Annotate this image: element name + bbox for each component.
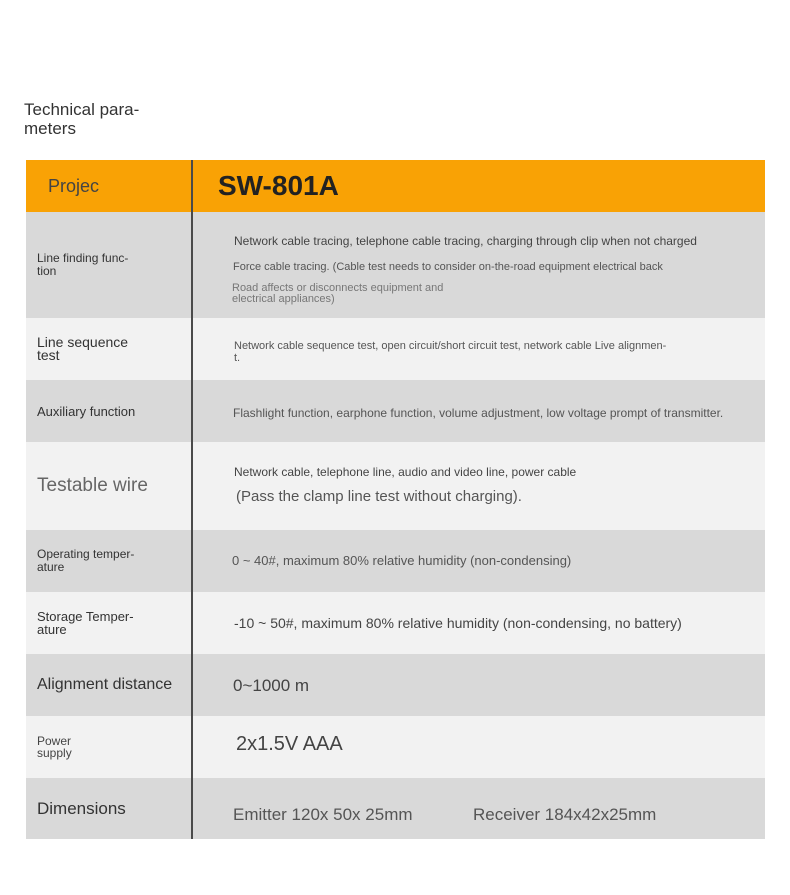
row-label-power: Power supply (37, 734, 72, 760)
line-finding-text-1: Network cable tracing, telephone cable tracing, charging through clip when not charged (234, 234, 697, 248)
row-label-operating-temp: Operating temper- ature (37, 547, 135, 574)
alignment-text: 0~1000 m (233, 676, 310, 695)
table-row (26, 530, 765, 592)
line-sequence-text-1: Network cable sequence test, open circuit/short circuit test, network cable Live alignmen- (234, 340, 667, 352)
table-row (26, 778, 765, 839)
auxiliary-text: Flashlight function, earphone function, volume adjustment, low voltage prompt of transmitter. (233, 406, 724, 420)
testable-wire-text-1: Network cable, telephone line, audio and video line, power cable (234, 465, 577, 479)
row-label-auxiliary: Auxiliary function (37, 403, 136, 419)
table-row (26, 716, 765, 778)
row-label-dimensions: Dimensions (37, 798, 126, 818)
table-row (26, 592, 765, 654)
row-label-testable-wire: Testable wire (37, 475, 148, 496)
row-label-line-finding: Line finding func- tion (37, 251, 129, 278)
line-finding-text-4: electrical appliances) (232, 293, 335, 305)
table-header-row (26, 160, 765, 212)
row-label-alignment: Alignment distance (37, 676, 173, 693)
row-label-line-sequence: Line sequence test (37, 334, 129, 363)
testable-wire-text-2: (Pass the clamp line test without charging). (236, 488, 522, 505)
header-label: Projec (48, 175, 100, 196)
table-row (26, 442, 765, 530)
spec-table (26, 160, 765, 839)
table-row (26, 654, 765, 716)
page-title: Technical para- meters (24, 100, 140, 138)
column-divider (191, 160, 193, 839)
table-row (26, 380, 765, 442)
dimensions-receiver: Receiver 184x42x25mm (473, 805, 657, 824)
dimensions-emitter: Emitter 120x 50x 25mm (233, 805, 413, 824)
row-label-storage-temp: Storage Temper- ature (37, 609, 134, 637)
line-sequence-text-2: t. (234, 352, 241, 364)
table-row (26, 212, 765, 318)
operating-temp-text: 0 ~ 40#, maximum 80% relative humidity (non-condensing) (232, 553, 572, 568)
table-row (26, 318, 765, 380)
line-finding-text-3: Road affects or disconnects equipment and (232, 282, 444, 294)
model-name: SW-801A (218, 170, 339, 201)
storage-temp-text: -10 ~ 50#, maximum 80% relative humidity (non-condensing, no battery) (234, 615, 682, 631)
line-finding-text-2: Force cable tracing. (Cable test needs to consider on-the-road equipment electrical back (233, 261, 663, 273)
power-text: 2x1.5V AAA (236, 733, 343, 755)
